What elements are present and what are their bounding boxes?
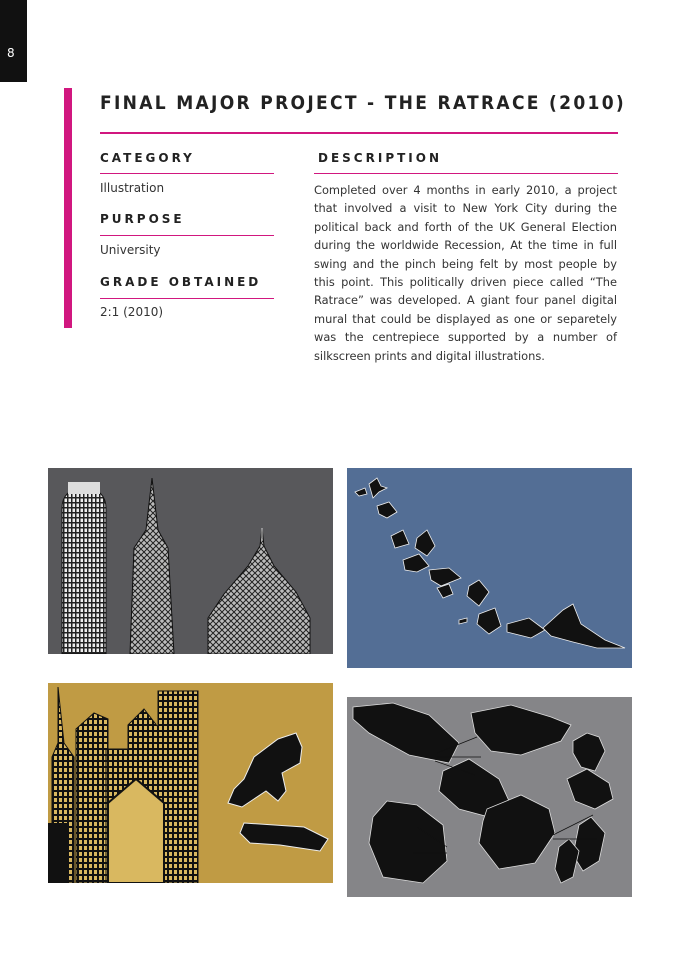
skyscrapers-illustration <box>48 468 333 654</box>
grade-divider <box>100 298 274 299</box>
grade-label: GRADE OBTAINED <box>100 275 262 289</box>
title-divider <box>100 132 618 134</box>
accent-bar <box>64 88 72 328</box>
category-label: CATEGORY <box>100 151 195 165</box>
description-divider <box>314 173 618 174</box>
category-value: Illustration <box>100 181 165 195</box>
purpose-value: University <box>100 243 161 257</box>
purpose-divider <box>100 235 274 236</box>
bull-and-buildings-illustration <box>48 683 333 883</box>
category-divider <box>100 173 274 174</box>
grade-value: 2:1 (2010) <box>100 305 164 319</box>
page-number-tab <box>0 0 27 82</box>
description-text: Completed over 4 months in early 2010, a project that involved a visit to New York City during the political back and forth of the UK General Election during the worldwide Recession, At the time in full swing and the pinch being felt by most people by this point. This politically driven piece called “The Ratrace” was developed. A giant four panel digital mural that could be displayed as one or separetely was the centrepiece supported by a number of silkscreen prints and digital illustrations. <box>314 183 617 363</box>
page-number: 8 <box>7 46 15 60</box>
description-label: DESCRIPTION <box>318 151 443 165</box>
birds-illustration <box>347 468 632 668</box>
purpose-label: PURPOSE <box>100 212 185 226</box>
page-title: FINAL MAJOR PROJECT - THE RATRACE (2010) <box>100 92 627 114</box>
rats-illustration <box>347 697 632 897</box>
